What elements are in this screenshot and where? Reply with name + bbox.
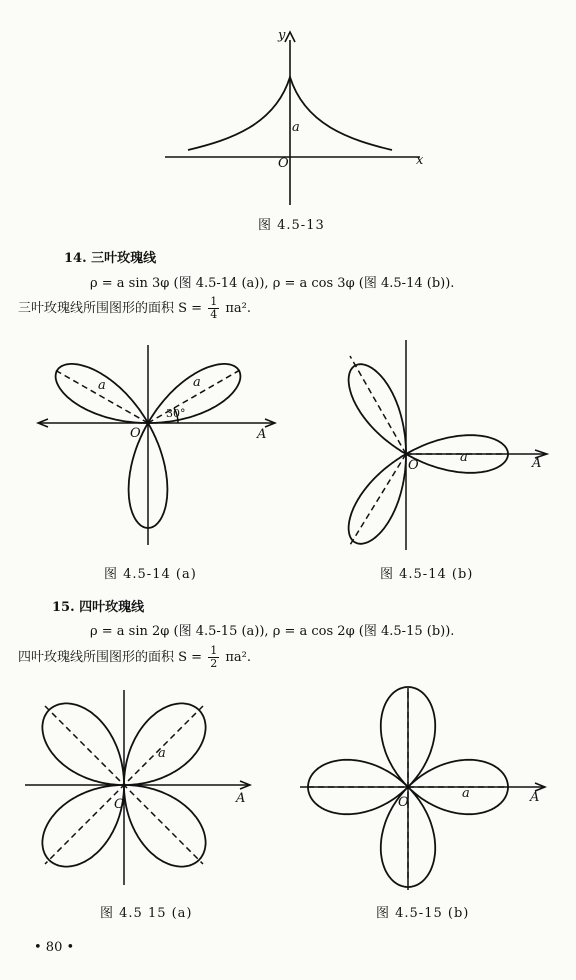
fig14b-label-a: a <box>460 450 468 465</box>
label-x: x <box>416 153 424 168</box>
fig15a-label-a: a <box>158 746 166 761</box>
label-a: a <box>292 120 300 135</box>
label-y: y <box>278 28 286 43</box>
fig14a-label-a1: a <box>98 378 106 393</box>
fraction-numerator: 1 <box>210 295 218 308</box>
area-suffix: πa². <box>225 301 251 316</box>
area-prefix: 四叶玫瑰线所围图形的面积 S = <box>18 650 203 665</box>
fig15a-origin: O <box>114 797 125 812</box>
fig15b-origin: O <box>398 795 409 810</box>
fig15a-label-A: A <box>236 791 246 806</box>
fig14a-origin: O <box>130 426 141 441</box>
fraction-denominator: 4 <box>210 308 218 321</box>
fig14b-origin: O <box>408 458 419 473</box>
fig14a-label-A: A <box>257 427 267 442</box>
page-number: • 80 • <box>34 940 75 955</box>
caption-4-5-13: 图 4.5-13 <box>258 218 325 233</box>
section-14-formula: ρ = a sin 3φ (图 4.5-14 (a)), ρ = a cos 3φ (图 4.5-14 (b)). <box>90 276 455 291</box>
caption-4-5-15-a: 图 4.5 15 (a) <box>100 906 193 921</box>
fig14a-angle-label: 30° <box>166 407 186 420</box>
fraction-numerator: 1 <box>210 644 218 657</box>
label-origin: O <box>278 156 289 171</box>
area-prefix: 三叶玫瑰线所围图形的面积 S = <box>18 301 203 316</box>
fraction-denominator: 2 <box>210 657 218 670</box>
fig15b-label-a: a <box>462 786 470 801</box>
section-15-heading: 15. 四叶玫瑰线 <box>52 600 145 615</box>
area-suffix: πa². <box>225 650 251 665</box>
section-14-heading: 14. 三叶玫瑰线 <box>64 251 157 266</box>
fig14b-label-A: A <box>532 456 542 471</box>
caption-4-5-15-b: 图 4.5-15 (b) <box>376 906 470 921</box>
fig14a-label-a2: a <box>193 375 201 390</box>
caption-4-5-14-b: 图 4.5-14 (b) <box>380 567 474 582</box>
section-15-formula: ρ = a sin 2φ (图 4.5-15 (a)), ρ = a cos 2φ (图 4.5-15 (b)). <box>90 624 455 639</box>
caption-4-5-14-a: 图 4.5-14 (a) <box>104 567 197 582</box>
fig15b-label-A: A <box>530 790 540 805</box>
